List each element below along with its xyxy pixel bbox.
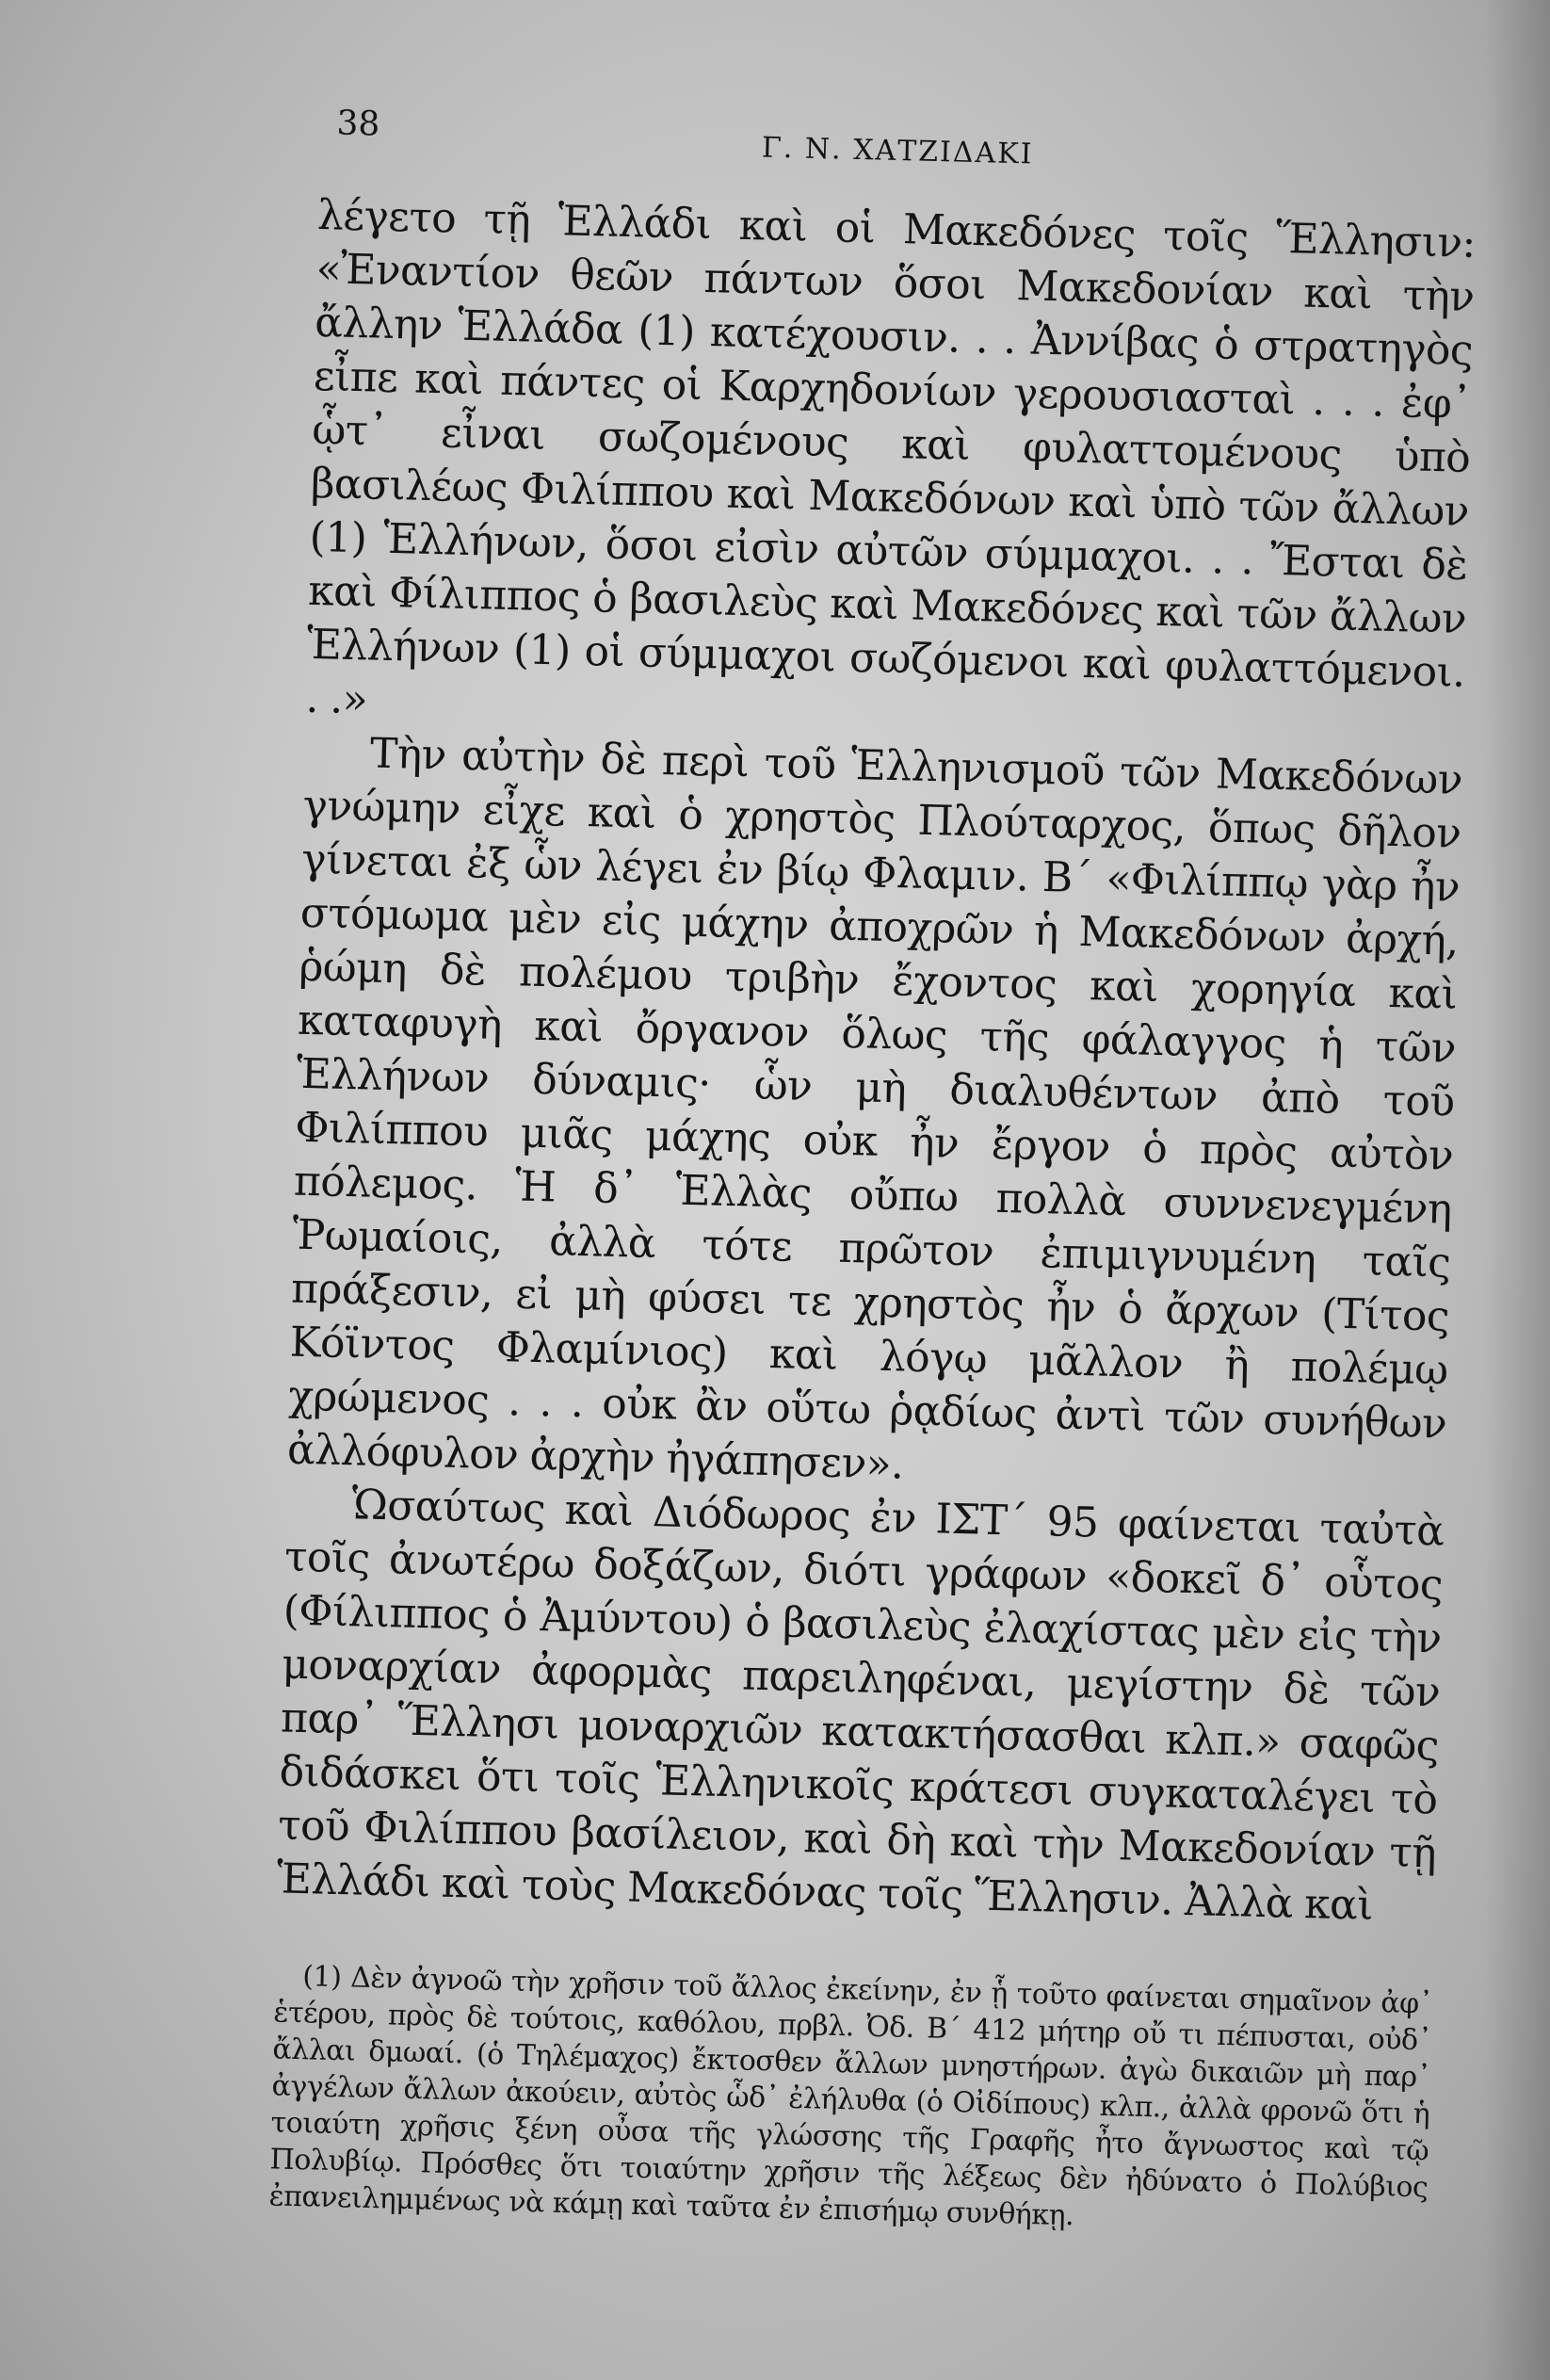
paragraph-2: Τὴν αὐτὴν δὲ περὶ τοῦ Ἑλληνισμοῦ τῶν Μακεδόνων γνώμην εἶχε καὶ ὁ χρηστὸς Πλούταρχος, ὅπως δῆλον γίνεται ἐξ ὧν λέγει ἐν βίῳ Φλαμιν. Β΄ «Φιλίππῳ γὰρ ἦν στόμωμα μὲν εἰς μάχην ἀποχρῶν ἡ Μακεδόνων ἀρχή, ῥώμη δὲ πολέμου τριβὴν ἔχοντος καὶ χορηγία καὶ καταφυγὴ καὶ ὄργανον ὅλως τῆς φάλαγγος ἡ τῶν Ἑλλήνων δύναμις· ὧν μὴ διαλυθέντων ἀπὸ τοῦ Φιλίππου μιᾶς μάχης οὐκ ἦν ἔργον ὁ πρὸς αὐτὸν πόλεμος. Ἡ δ᾽ Ἑλλὰς οὔπω πολλὰ συννενεγμένη Ῥωμαίοις, ἀλλὰ τότε πρῶτον ἐπιμιγνυμένη ταῖς πράξεσιν, εἰ μὴ φύσει τε χρηστὸς ἦν ὁ ἄρχων (Τίτος Κόϊντος Φλαμίνιος) καὶ λόγῳ μᾶλλον ἢ πολέμῳ χρώμενος . . . οὐκ ἂν οὕτω ῥᾳδίως ἀντὶ τῶν συνήθων ἀλλόφυλον ἀρχὴν ἠγάπησεν». [286,729,1463,1489]
running-head [319,104,1478,188]
footnote-block [268,1957,1432,2242]
paragraph-3: Ὡσαύτως καὶ Διόδωρος ἐν ΙΣΤ΄ 95 φαίνεται ταὐτὰ τοῖς ἀνωτέρω δοξάζων, διότι γράφων «δοκεῖ δ᾽ οὗτος (Φίλιππος ὁ Ἀμύντου) ὁ βασιλεὺς ἐλαχίστας μὲν εἰς τὴν μοναρχίαν ἀφορμὰς παρειληφέναι, μεγίστην δὲ τῶν παρ᾽ Ἕλλησι μοναρχιῶν κατακτήσασθαι κλπ.» σαφῶς διδάσκει ὅτι τοῖς Ἑλληνικοῖς κράτεσι συγκαταλέγει τὸ τοῦ Φιλίππου βασίλειον, καὶ δὴ καὶ τὴν Μακεδονίαν τῇ Ἑλλάδι καὶ τοὺς Μακεδόνας τοῖς Ἕλλησιν. Ἀλλὰ καὶ [276,1481,1445,1930]
body-text [276,188,1476,1935]
printed-text-block [268,104,1477,2242]
page-number: 38 [335,104,380,144]
footnote-1: (1) Δὲν ἀγνοῶ τὴν χρῆσιν τοῦ ἄλλος ἐκείνην, ἐν ᾗ τοῦτο φαίνεται σημαῖνον ἀφ᾽ ἑτέρου, πρὸς δὲ τούτοις, καθόλου, πρβλ. Ὀδ. Β΄ 412 μήτηρ οὔ τι πέπυσται, οὐδ᾽ ἄλλαι δμωαί. (ὁ Τηλέμαχος) ἔκτοσθεν ἄλλων μνηστήρων. ἀγὼ δικαιῶν μὴ παρ᾽ ἀγγέλων ἄλλων ἀκούειν, αὐτὸς ὧδ᾽ ἐλήλυθα (ὁ Οἰδίπους) κλπ., ἀλλὰ φρονῶ ὅτι ἡ τοιαύτη χρῆσις ξένη οὖσα τῆς γλώσσης τῆς Γραφῆς ἦτο ἄγνωστος καὶ τῷ Πολυβίῳ. Πρόσθες ὅτι τοιαύτην χρῆσιν τῆς λέξεως δὲν ἠδύνατο ὁ Πολύβιος ἐπανειλημμένως νὰ κάμῃ καὶ ταῦτα ἐν ἐπισήμῳ συνθήκῃ. [268,1960,1433,2233]
running-head-title: Γ. Ν. ΧΑΤΖΙΔΑΚΙ [761,131,1034,171]
paragraph-1: λέγετο τῇ Ἑλλάδι καὶ οἱ Μακεδόνες τοῖς Ἕλλησιν: «Ἐναντίον θεῶν πάντων ὅσοι Μακεδονίαν καὶ τὴν ἄλλην Ἑλλάδα (1) κατέχουσιν. . . Ἀννίβας ὁ στρατηγὸς εἶπε καὶ πάντες οἱ Καρχηδονίων γερουσιασταὶ . . . ἐφ᾽ ᾧτ᾽ εἶναι σωζομένους καὶ φυλαττομένους ὑπὸ βασιλέως Φιλίππου καὶ Μακεδόνων καὶ ὑπὸ τῶν ἄλλων (1) Ἑλλήνων, ὅσοι εἰσὶν αὐτῶν σύμμαχοι. . . Ἔσται δὲ καὶ Φίλιππος ὁ βασιλεὺς καὶ Μακεδόνες καὶ τῶν ἄλλων Ἑλλήνων (1) οἱ σύμμαχοι σωζόμενοι καὶ φυλαττόμενοι. . .» [304,190,1477,724]
page-edge-shadow [1484,0,1550,2380]
